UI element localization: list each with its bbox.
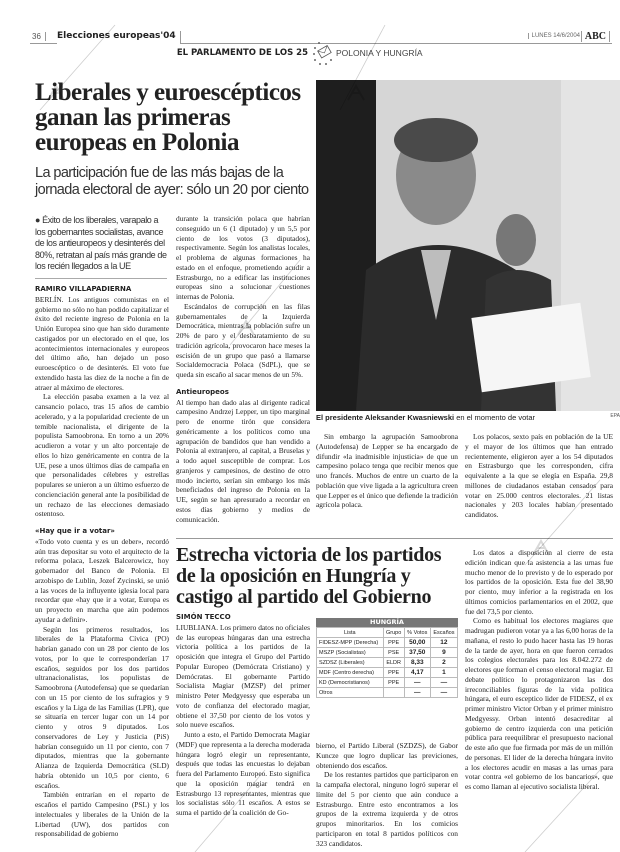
section-title: Elecciones europeas'04 <box>57 31 181 44</box>
headline-2: Estrecha victoria de los partidos de la oposición en Hungría y castigo al partido del Gobierno <box>176 544 442 608</box>
table-cell: PPE <box>383 638 404 648</box>
paragraph: durante la transición polaca que habrían conseguido un 6 (1 diputado) y un 5,5 por ciento de los votos (3 diputados), respectivamente. Según los analistas locales, el problema de algunas formaciones ha estado en el enfoque, prometiendo acudir a Estrasburgo, no a edificar las instituciones europeas sino a solucionar cuestiones internas de Polonia. <box>176 214 310 301</box>
table-cell: 2 <box>430 658 457 668</box>
deck: La participación fue de las más bajas de la jornada electoral de ayer: sólo un 20 por ciento <box>35 165 309 198</box>
column-header: Escaños <box>430 628 457 638</box>
table-cell: MSZP (Socialistas) <box>317 648 384 658</box>
table-cell: — <box>404 688 430 698</box>
table-cell: 4,17 <box>404 668 430 678</box>
lead-text: Éxito de los liberales, varapalo a los gobernantes socialistas, avance de los antieuropeos y desinterés del 80%, retratan al país más grande de los recién llegados a la UE <box>35 215 167 271</box>
column-header: Grupo <box>383 628 404 638</box>
paragraph: Como es habitual los electores magiares que madrugan pudieron votar ya a las 6,00 horas de la mañana, el resto lo pudo hacer hasta las 19 horas de la tarde de ayer, hora en que fueron cerrados los colegios electorales para los 8.042.272 de electores que forman el censo electoral magiar. El debate político lo protagonizaron las dos irreconciliables figuras de la vida política húngara, el euro esceptico lider de FIDESZ, el ex primer ministro Victor Orban y el primer ministro Medgyessy. Orban intentó desacreditar al gobierno de centro izquierda con una petición pública para reequilibrar el presupuesto nacional de este año que fue firmada por más de un millón de personas. El lider de la derecha húngara invito a los electores acudir en masas a las urnas para votar contra «el gobierno de los bancarios», que es como llaman al ejecutivo socialista liberal. <box>465 616 613 791</box>
subheading: Antieuropeos <box>176 387 229 396</box>
issue-date: LUNES 14/6/2004 <box>528 33 580 39</box>
table-cell: KD (Democristianos) <box>317 678 384 688</box>
section-subtitle: EL PARLAMENTO DE LOS 25 <box>176 48 308 58</box>
paragraph: BERLÍN. Los antiguos comunistas en el gobierno no sólo no han podido capitalizar el éxito del reciente ingreso de Polonia en la Unión Europea sino que han sido duramente castigados por un electorado en el que, los acontecimientos internacionales y europeos del último año, han dejado un poso euroescéptico o de desinterés. El voto fue extendido hasta las diez de la noche a fin de atraer al máximo de electores. <box>35 294 169 392</box>
paragraph: Junto a esto, el Partido Democrata Magiar (MDF) que representa a la derecha moderada húngara logró elegir un representante, después que todas las encuestas lo dejaban fuera del Parlamento Europeo. Esto significa que la oposición magiar tendrá en Estrasburgo 13 representantes, mientras que los socialistas sólo 11 escaños. A estos se suma el partido de la coalición de Go- <box>176 730 310 817</box>
eu-stars-ballot-icon <box>312 40 334 66</box>
column-header: % Votos <box>404 628 430 638</box>
results-table-hungria <box>316 618 458 698</box>
article2-column-2 <box>316 741 458 848</box>
paragraph: bierno, el Partido Liberal (SZDZS), de Gabor Kuncze que logro duplicar las previciones, obteniendo dos escaños. <box>316 741 458 770</box>
table-cell: PSE <box>383 648 404 658</box>
article2-column-3 <box>465 548 613 792</box>
table-cell: 1 <box>430 668 457 678</box>
paragraph: De los restantes partidos que participaron en la campaña electoral, ninguno logró superar el límite del 5 por ciento que aún conduce a Estrasburgo. Entre esto encontramos a los grupos de la extrema izquierda y de otros grupos minoritarios. En los comicios participaron en total 8 partidos políticos con 323 candidatos. <box>316 770 458 848</box>
table-cell: 8,33 <box>404 658 430 668</box>
article1-column-2 <box>176 214 310 524</box>
table-cell: 9 <box>430 648 457 658</box>
paragraph: «Todo voto cuenta y es un deber», recordó aún tras depositar su voto el arquitecto de la reforma polaca, Leszek Balcerowicz, hoy gobernador del Banco de Polonia. El arzobispo de Lublin, Jozef Zycinski, se unió a las voces de la influyente iglesia local para recordar que «hay que ir a votar, Europa es un proyecto en marcha que aún podemos ayudar a definir». <box>35 536 169 624</box>
article1-column-4 <box>465 432 613 520</box>
table-row <box>317 648 458 658</box>
table-header-row <box>317 628 458 638</box>
table-row <box>317 668 458 678</box>
table-cell: SZDSZ (Liberales) <box>317 658 384 668</box>
caption-name: El presidente Aleksander Kwasniewski <box>316 413 455 422</box>
article2-column-1 <box>176 613 310 818</box>
paragraph: También entrarían en el reparto de escaños el partido Campesino (PSL) y los intelectuales y liberales de la Unión de la Libertad (UW), dos partidos con responsabilidad de gobierno <box>35 790 169 839</box>
table-cell: — <box>430 688 457 698</box>
table-cell: 50,00 <box>404 638 430 648</box>
table-cell <box>383 688 404 698</box>
table-cell: PPE <box>383 668 404 678</box>
table-row <box>317 678 458 688</box>
paragraph: Según los primeros resultados, los liberales de la Plataforma Cívica (PO) habrían ganado con un 28 por ciento de los votos, por lo que le corresponderían 17 escaños, seguidos por los dos partidos ultranacionalistas, los populistas de Samoobrona (Autodefensa) que se quedarían con un 15 por ciento de los sufragios y 9 escaños y la Liga de las Familias (LPR), que se situaría en tercer lugar con un 14 por ciento y otros 9 diputados. Los conservadores de Ley y Justicia (PiS) habrían conseguido un 11 por ciento, con 7 diputados, mientras que la gobernante Alianza de Izquierda Democrática (SLD) habría obtenido un 10,5 por ciento, 6 escaños. <box>35 624 169 790</box>
table-row <box>317 688 458 698</box>
table-cell: PPE <box>383 678 404 688</box>
paragraph: Escándalos de corrupción en las filas gubernamentales de la Izquierda Democrática, mientras la población sufre un 20% de paro y el desbaratamiento de su tradición agrícola, provocaron hace meses la escisión de un grupo que pasó a llamarse Socialdemocracia Polaca (SdPL), que se queda sin escaño al sacar menos de un 5%. <box>176 301 310 379</box>
paragraph: Los polacos, sexto país en población de la UE y el mayor de los últimos que han entrado recientemente, eligieron ayer a los 54 diputados en Estrasburgo que les corresponden, cifra equivalente a la que se elegía en España. 29,8 millones de ciudadanos estaban censados para votar en 25.000 centros electorales. 21 listas nacionales y 203 locales habían presentado candidatos. <box>465 432 613 519</box>
headline: Liberales y euroescépticos ganan las primeras europeas en Polonia <box>35 79 301 156</box>
article1-column-1 <box>35 285 169 839</box>
paragraph: LIUBLIANA. Los primero datos no oficiales de las europeas húngaras dan una estrecha victoria política a los partidos de la oposición que integra el Grupo del Partido Popular Europeo (Demócrata Cristiano) y Demócratas. El gobernante Partido Socialista Magiar (MZSP) del primer ministro Peter Medgyessy que esperaba un voto de confianza del electorado magiar, obtiene el 37,50 por ciento de los votos y solo nueve escaños. <box>176 622 310 730</box>
brand-logo: ABC <box>581 31 610 42</box>
subheading: «Hay que ir a votar» <box>35 527 115 535</box>
table-cell: — <box>430 678 457 688</box>
table-cell: 37,50 <box>404 648 430 658</box>
table-cell: — <box>404 678 430 688</box>
paragraph: Los datos a disposición al cierre de esta edición indican que la asistencia a las urnas fue mucho menor de lo previsto y de lo esperado por los partidos de la oposición. Esta fue del 38,90 por ciento, muy inferior a la registrada en los últimos comicios parlamentarios en el 2002, que fue del 73,5 por ciento. <box>465 548 613 616</box>
byline: RAMIRO VILLAPADIERNA <box>35 285 132 293</box>
photo-credit: EPA <box>610 413 620 419</box>
table-row <box>317 638 458 648</box>
table-row <box>317 658 458 668</box>
paragraph: Al tiempo han dado alas al dirigente radical campesino Andrzej Lepper, un tipo marginal pero de enorme tirón que considera genéricamente a los políticos como una agrupación de bandidos que han vendido a Polonia al extranjero, al capital, a Bruselas y a todo aquel susceptible de comprar. Los granjeros y campesinos, de destino de otro modo incierto, serían sin embargo los más beneficiados del ingreso de Polonia en la UE, según se han apresurado a recordar en estos días gobierno y medios de comunicación. <box>176 397 310 524</box>
table-cell: FIDESZ-MPP (Derecha) <box>317 638 384 648</box>
column-header: Lista <box>317 628 384 638</box>
byline: SIMÓN TECCO <box>176 613 231 621</box>
table-cell: Otros <box>317 688 384 698</box>
article1-column-3 <box>316 432 458 510</box>
table-cell: 12 <box>430 638 457 648</box>
table-title: HUNGRÍA <box>316 618 458 627</box>
photo-caption <box>316 413 620 422</box>
photo-kwasniewski-voting <box>316 80 620 411</box>
caption-text: en el momento de votar <box>454 413 536 422</box>
divider <box>176 538 613 539</box>
paragraph: La elección pasaba examen a la vez al cansancio polaco, tras 15 años de cambio acelerado, y a la popularidad creciente de un temible nacionalista, el dirigente de la populista Samoobrona. En torno a un 20% acudieron a votar y un alto porcentaje de ellos lo hizo genéricamente en contra de la UE, pese a unos últimos días de campaña en que personalidades célebres y estrellas populares se unieron a un último esfuerzo de concienciación general ante la posibilidad de un rechazo de las elecciones demasiado ostentoso. <box>35 392 169 519</box>
section-topic: POLONIA Y HUNGRÍA <box>336 48 423 58</box>
paragraph: Sin embargo la agrupación Samoobrona (Autodefensa) de Lepper se ha encargado de difundir «la inadmisible injusticia» de que un campesino polaco tenga que recibir menos que uno francés. Muchos de entre un cuarto de la población que vive ligada a la agricultura creen que Lepper es el único que defiende la tradición agrícola polaca. <box>316 432 459 510</box>
page-number: 36 <box>32 32 46 41</box>
bullet-icon: ● <box>35 215 43 225</box>
lead-summary <box>35 215 167 279</box>
table-cell: MDF (Centro derecha) <box>317 668 384 678</box>
table-cell: ELDR <box>383 658 404 668</box>
